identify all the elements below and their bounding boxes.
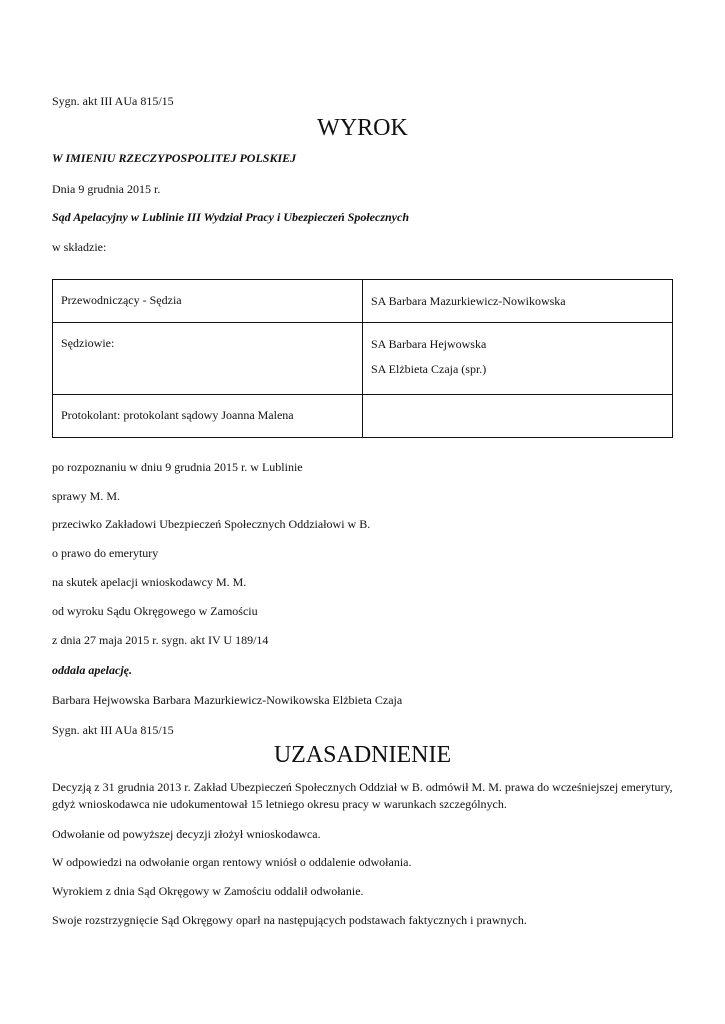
bench-role: Sędziowie:	[53, 323, 363, 395]
verdict-date: Dnia 9 grudnia 2015 r.	[52, 182, 161, 196]
case-line: przeciwko Zakładowi Ubezpieczeń Społecznych Oddziałowi w B.	[52, 517, 371, 531]
bench-row	[53, 280, 673, 323]
bench-name: SA Elżbieta Czaja (spr.)	[371, 362, 487, 376]
judges-signature: Barbara Hejwowska Barbara Mazurkiewicz-Nowikowska Elżbieta Czaja	[52, 693, 403, 707]
bench-row	[53, 395, 673, 438]
case-line: od wyroku Sądu Okręgowego w Zamościu	[52, 604, 258, 618]
justification-paragraph: Wyrokiem z dnia Sąd Okręgowy w Zamościu oddalił odwołanie.	[52, 884, 364, 898]
bench-row	[53, 323, 673, 395]
justification-signature: Sygn. akt III AUa 815/15	[52, 723, 174, 737]
bench-names	[363, 280, 673, 323]
bench-name: SA Barbara Mazurkiewicz-Nowikowska	[371, 294, 566, 308]
verdict-operative: oddala apelację.	[52, 663, 132, 677]
bench-names-empty	[363, 395, 673, 438]
verdict-title: WYROK	[317, 115, 408, 141]
justification-paragraph: Swoje rozstrzygnięcie Sąd Okręgowy oparł na następujących podstawach faktycznych i prawnych.	[52, 913, 527, 927]
bench-table	[52, 279, 673, 438]
justification-paragraph: Odwołanie od powyższej decyzji złożył wnioskodawca.	[52, 827, 321, 841]
in-name-of-republic: W IMIENIU RZECZYPOSPOLITEJ POLSKIEJ	[52, 151, 297, 165]
composition-label: w składzie:	[52, 240, 107, 254]
case-signature: Sygn. akt III AUa 815/15	[52, 94, 174, 108]
court-name: Sąd Apelacyjny w Lublinie III Wydział Pracy i Ubezpieczeń Społecznych	[52, 210, 409, 224]
bench-role: Protokolant: protokolant sądowy Joanna Malena	[53, 395, 363, 438]
bench-role: Przewodniczący - Sędzia	[53, 280, 363, 323]
bench-name: SA Barbara Hejwowska	[371, 337, 487, 351]
bench-names	[363, 323, 673, 395]
case-line: na skutek apelacji wnioskodawcy M. M.	[52, 575, 247, 589]
case-line: o prawo do emerytury	[52, 546, 159, 560]
justification-paragraph: W odpowiedzi na odwołanie organ rentowy wniósł o oddalenie odwołania.	[52, 855, 412, 869]
case-line: z dnia 27 maja 2015 r. sygn. akt IV U 189/14	[52, 633, 269, 647]
justification-paragraph: Decyzją z 31 grudnia 2013 r. Zakład Ubezpieczeń Społecznych Oddział w B. odmówił M. M. prawa do wcześniejszej emerytury, gdyż wnioskodawca nie udokumentował 15 letniego okresu pracy w warunkach szczególnych.	[52, 780, 673, 811]
justification-title: UZASADNIENIE	[273, 742, 452, 768]
case-line: sprawy M. M.	[52, 489, 120, 503]
case-line: po rozpoznaniu w dniu 9 grudnia 2015 r. w Lublinie	[52, 460, 303, 474]
